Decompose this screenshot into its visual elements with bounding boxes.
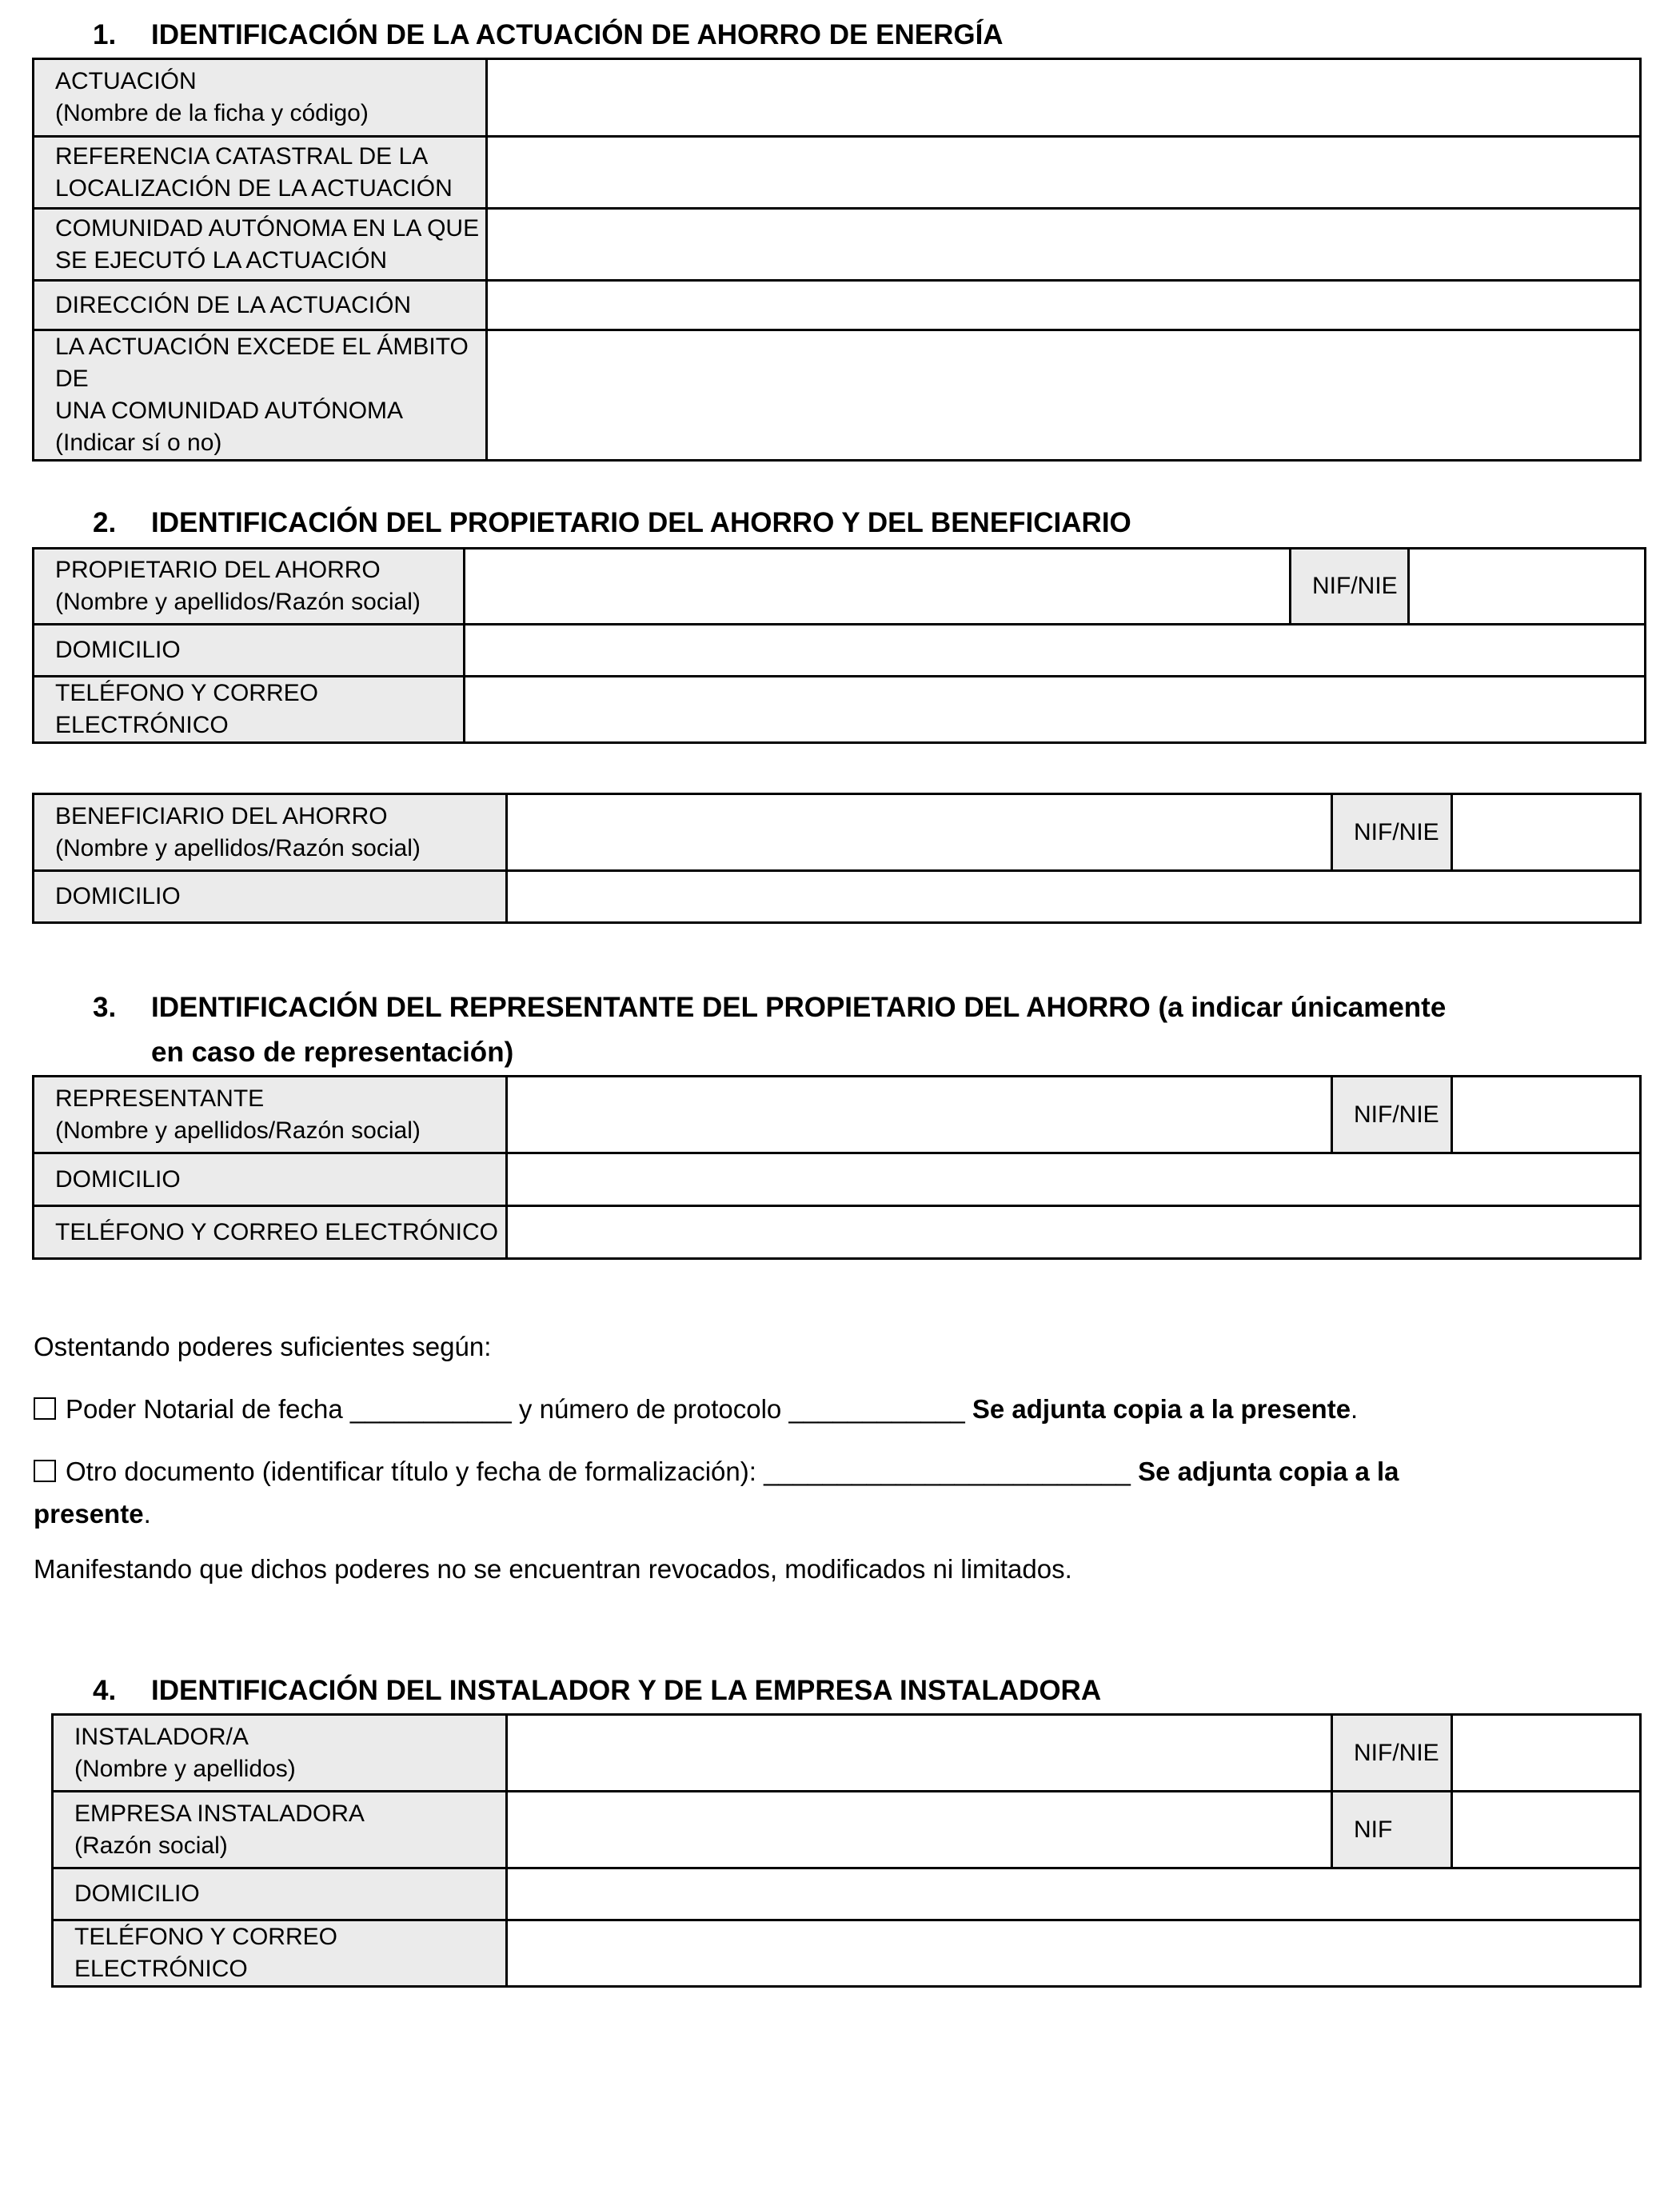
representative-nif-label: NIF/NIE	[1332, 1077, 1452, 1153]
owner-domicile-label: DOMICILIO	[34, 625, 465, 677]
beneficiary-domicile-field[interactable]	[507, 871, 1641, 923]
representative-name-field[interactable]	[507, 1077, 1332, 1153]
owner-contact-label: TELÉFONO Y CORREO ELECTRÓNICO	[34, 677, 465, 743]
installer-company-label	[53, 1792, 507, 1868]
other-document-attached-note-cont: presente	[34, 1499, 144, 1529]
installer-label	[53, 1715, 507, 1792]
table-row	[34, 330, 1641, 461]
label-line: ACTUACIÓN	[55, 68, 197, 94]
table-row	[34, 209, 1641, 281]
installer-company-field[interactable]	[507, 1792, 1332, 1868]
cadastral-reference-field[interactable]	[487, 137, 1641, 209]
label-line: (Indicar sí o no)	[55, 430, 222, 456]
other-document-checkbox[interactable]	[34, 1460, 56, 1482]
autonomous-community-label	[34, 209, 487, 281]
table-row	[34, 871, 1641, 923]
powers-option-other-cont	[34, 1497, 151, 1532]
table-row	[34, 137, 1641, 209]
company-nif-field[interactable]	[1452, 1792, 1641, 1868]
label-line: LOCALIZACIÓN DE LA ACTUACIÓN	[55, 174, 453, 202]
beneficiary-nif-label: NIF/NIE	[1332, 794, 1452, 871]
powers-option-notarial	[34, 1392, 1358, 1427]
representative-domicile-field[interactable]	[507, 1153, 1641, 1206]
label-line: (Nombre de la ficha y código)	[55, 100, 369, 126]
label-line: (Razón social)	[74, 1832, 228, 1859]
owner-table	[32, 547, 1646, 744]
beneficiary-label	[34, 794, 507, 871]
table-row	[34, 677, 1646, 743]
powers-intro: Ostentando poderes suficientes según:	[34, 1332, 492, 1361]
other-document-end: .	[143, 1499, 151, 1529]
representative-nif-field[interactable]	[1452, 1077, 1641, 1153]
table-row	[53, 1792, 1641, 1868]
installer-domicile-label: DOMICILIO	[53, 1868, 507, 1920]
owner-nif-label: NIF/NIE	[1291, 549, 1409, 625]
label-line: COMUNIDAD AUTÓNOMA EN LA QUE	[55, 214, 480, 242]
table-row	[34, 625, 1646, 677]
installer-nif-label: NIF/NIE	[1332, 1715, 1452, 1792]
table-row	[34, 1206, 1641, 1259]
label-line: EMPRESA INSTALADORA	[74, 1800, 365, 1827]
section-4-number: 4.	[93, 1675, 117, 1706]
notarial-end: .	[1351, 1394, 1359, 1424]
action-field[interactable]	[487, 59, 1641, 137]
beneficiary-table	[32, 793, 1642, 924]
section-3-title-line2: en caso de representación)	[151, 1037, 514, 1068]
section-2-number: 2.	[93, 507, 117, 538]
installer-contact-label: TELÉFONO Y CORREO ELECTRÓNICO	[53, 1920, 507, 1987]
action-label	[34, 59, 487, 137]
action-address-field[interactable]	[487, 281, 1641, 330]
representative-label	[34, 1077, 507, 1153]
owner-name-field[interactable]	[465, 549, 1291, 625]
owner-label	[34, 549, 465, 625]
other-document-attached-note: Se adjunta copia a la	[1138, 1457, 1399, 1486]
representative-domicile-label: DOMICILIO	[34, 1153, 507, 1206]
beneficiary-nif-field[interactable]	[1452, 794, 1641, 871]
autonomous-community-field[interactable]	[487, 209, 1641, 281]
table-row	[34, 281, 1641, 330]
powers-closing: Manifestando que dichos poderes no se encuentran revocados, modificados ni limitados.	[34, 1554, 1072, 1584]
other-document-text: Otro documento (identificar título y fecha de formalización): _________________________	[66, 1457, 1131, 1486]
section-3-title-line1: IDENTIFICACIÓN DEL REPRESENTANTE DEL PROPIETARIO DEL AHORRO (a indicar únicamente	[151, 992, 1447, 1023]
table-row	[34, 549, 1646, 625]
table-row	[34, 1153, 1641, 1206]
table-row	[34, 794, 1641, 871]
notarial-attached-note: Se adjunta copia a la presente	[972, 1394, 1351, 1424]
label-line: DIRECCIÓN DE LA ACTUACIÓN	[55, 291, 412, 318]
installer-domicile-field[interactable]	[507, 1868, 1641, 1920]
representative-table	[32, 1075, 1642, 1260]
installer-contact-field[interactable]	[507, 1920, 1641, 1987]
label-line: SE EJECUTÓ LA ACTUACIÓN	[55, 246, 388, 274]
cadastral-reference-label	[34, 137, 487, 209]
label-line: LA ACTUACIÓN EXCEDE EL ÁMBITO DE	[55, 334, 469, 392]
section-2-title: IDENTIFICACIÓN DEL PROPIETARIO DEL AHORRO Y DEL BENEFICIARIO	[151, 507, 1131, 538]
owner-contact-field[interactable]	[465, 677, 1646, 743]
owner-nif-field[interactable]	[1409, 549, 1646, 625]
action-address-label	[34, 281, 487, 330]
owner-domicile-field[interactable]	[465, 625, 1646, 677]
table-row	[53, 1920, 1641, 1987]
section-3-number: 3.	[93, 992, 117, 1023]
label-line: BENEFICIARIO DEL AHORRO	[55, 802, 388, 829]
notarial-checkbox[interactable]	[34, 1397, 56, 1420]
section-1-title: IDENTIFICACIÓN DE LA ACTUACIÓN DE AHORRO DE ENERGÍA	[151, 19, 1004, 50]
label-line: UNA COMUNIDAD AUTÓNOMA	[55, 398, 404, 424]
table-row	[53, 1868, 1641, 1920]
label-line: PROPIETARIO DEL AHORRO	[55, 557, 381, 583]
exceeds-scope-label	[34, 330, 487, 461]
action-identification-table	[32, 58, 1642, 462]
beneficiary-domicile-label: DOMICILIO	[34, 871, 507, 923]
label-line: INSTALADOR/A	[74, 1723, 249, 1750]
label-line: (Nombre y apellidos/Razón social)	[55, 1117, 421, 1144]
installer-table	[51, 1713, 1642, 1988]
table-row	[53, 1715, 1641, 1792]
representative-contact-field[interactable]	[507, 1206, 1641, 1259]
label-line: REPRESENTANTE	[55, 1085, 265, 1112]
installer-nif-field[interactable]	[1452, 1715, 1641, 1792]
table-row	[34, 59, 1641, 137]
company-nif-label: NIF	[1332, 1792, 1452, 1868]
section-4-title: IDENTIFICACIÓN DEL INSTALADOR Y DE LA EMPRESA INSTALADORA	[151, 1675, 1102, 1706]
notarial-text: Poder Notarial de fecha ___________ y número de protocolo ____________	[66, 1394, 965, 1424]
installer-name-field[interactable]	[507, 1715, 1332, 1792]
section-1-number: 1.	[93, 19, 117, 50]
label-line: REFERENCIA CATASTRAL DE LA	[55, 142, 429, 170]
table-row	[34, 1077, 1641, 1153]
label-line: (Nombre y apellidos/Razón social)	[55, 834, 421, 861]
label-line: (Nombre y apellidos)	[74, 1755, 296, 1782]
exceeds-scope-field[interactable]	[487, 330, 1641, 461]
powers-option-other	[34, 1454, 1399, 1489]
representative-contact-label: TELÉFONO Y CORREO ELECTRÓNICO	[34, 1206, 507, 1259]
beneficiary-name-field[interactable]	[507, 794, 1332, 871]
label-line: (Nombre y apellidos/Razón social)	[55, 589, 421, 615]
